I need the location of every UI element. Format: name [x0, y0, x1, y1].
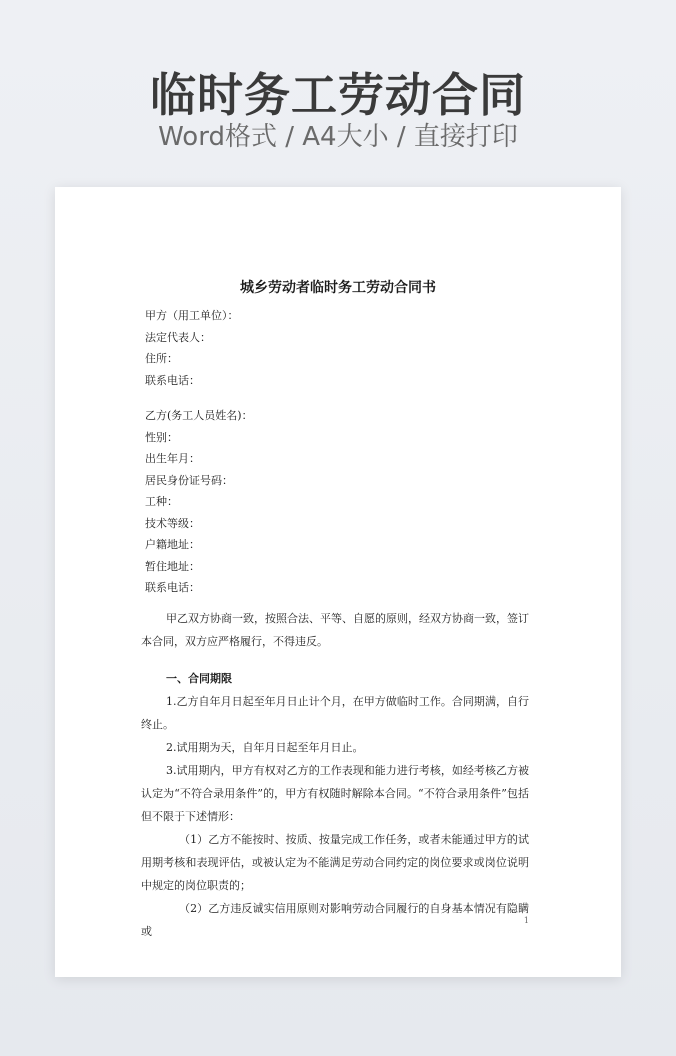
banner-subtitle: Word格式 / A4大小 / 直接打印 [158, 122, 518, 152]
party-b-field: 乙方(务工人员姓名)： [145, 409, 253, 422]
party-a-field: 住所： [145, 352, 178, 365]
party-a-field: 法定代表人： [145, 330, 211, 344]
party-b-field: 暂住地址： [145, 559, 200, 573]
party-b-field: 技术等级： [145, 516, 200, 530]
party-a-field: 甲方（用工单位）： [145, 309, 239, 322]
party-info [145, 305, 529, 599]
banner-title: 临时务工劳动合同 [150, 68, 526, 122]
party-a-field: 联系电话： [145, 373, 200, 387]
party-b-field: 出生年月： [145, 452, 200, 465]
contract-text [141, 607, 529, 943]
party-b-field: 工种： [145, 495, 178, 508]
section-heading: 一、合同期限 [166, 672, 232, 685]
document-title: 城乡劳动者临时务工劳动合同书 [240, 280, 436, 296]
sub-clause-1: （1）乙方不能按时、按质、按量完成工作任务，或者未能通过甲方的试用期考核和表现评估，或被认定为不能满足劳动合同约定的岗位要求或岗位说明中规定的岗位职责的； [141, 833, 529, 892]
document-page [55, 187, 621, 977]
clause-2: 2.试用期为天，自年月日起至年月日止。 [166, 741, 364, 754]
clause-3: 3.试用期内，甲方有权对乙方的工作表现和能力进行考核，如经考核乙方被认定为“不符合录用条件”的，甲方有权随时解除本合同。“不符合录用条件”包括但不限于下述情形： [141, 764, 529, 823]
page-number: 1 [523, 916, 529, 925]
party-b-field: 户籍地址： [145, 538, 200, 551]
party-b-field: 性别： [145, 430, 178, 444]
party-b-field: 联系电话： [145, 581, 200, 594]
party-b-field: 居民身份证号码： [145, 473, 233, 487]
sub-clause-2: （2）乙方违反诚实信用原则对影响劳动合同履行的自身基本情况有隐瞒或 [141, 902, 529, 938]
clause-1: 1.乙方自年月日起至年月日止计个月，在甲方做临时工作。合同期满，自行终止。 [141, 695, 529, 731]
intro-paragraph: 甲乙双方协商一致，按照合法、平等、自愿的原则，经双方协商一致，签订本合同，双方应严格履行，不得违反。 [141, 612, 529, 648]
